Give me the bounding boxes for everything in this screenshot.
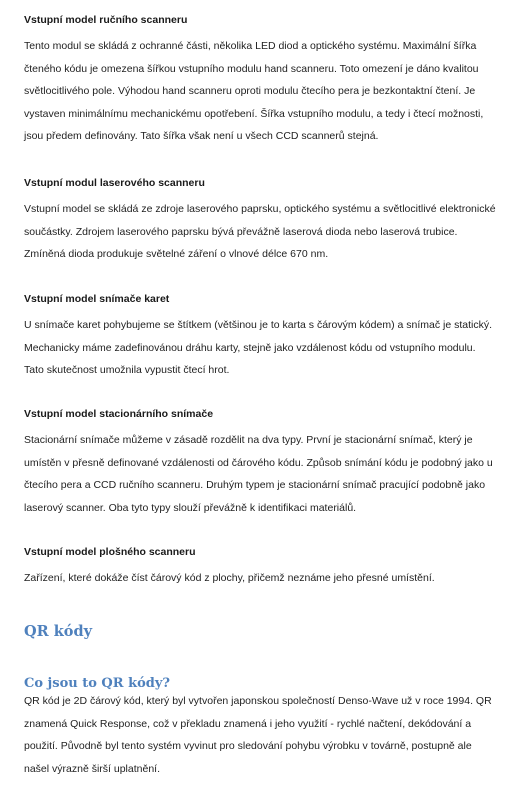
section-paragraph (24, 35, 524, 148)
paragraph-line: U snímače karet pohybujeme se štítkem (většinou je to karta s čárovým kódem) a snímač je statický. (24, 319, 493, 331)
paragraph-line: Tato skutečnost umožnila vypustit čtecí hrot. (24, 364, 230, 376)
qr-subheading: Co jsou to QR kódy? (24, 676, 171, 691)
paragraph-line: Mechanicky máme zadefinovánou dráhu karty, stejně jako vzdálenost kódu od vstupního modulu. (24, 341, 476, 354)
paragraph-line: jsou předem definovány. Tato šířka však není u všech CCD scannerů stejná. (24, 130, 379, 142)
paragraph-line: QR kód je 2D čárový kód, který byl vytvořen japonskou společností Denso-Wave už v roce 1994. QR (24, 695, 492, 707)
section-paragraph (24, 198, 524, 266)
section-heading: Vstupní modul laserového scanneru (24, 177, 205, 189)
paragraph-line: laserový scanner. Oba tyto typy slouží převážně k identifikaci materiálů. (24, 501, 357, 514)
paragraph-line: vystaven minimálnímu mechanickému opotřebení. Šířka vstupního modulu, a tedy i čtecí možnosti, (24, 107, 484, 120)
section-paragraph (24, 314, 524, 382)
paragraph-line: čteného kódu je omezena šířkou vstupního modulu hand scanneru. Toto omezení je dáno kvalitou (24, 62, 479, 75)
section-paragraph (24, 567, 524, 590)
section-heading: Vstupní model snímače karet (24, 293, 170, 305)
paragraph-line: čtecího pera a CCD ručního scanneru. Druhým typem je stacionární snímač pracující podobně jako (24, 479, 486, 491)
qr-paragraph (24, 690, 524, 780)
paragraph-line: Vstupní model se skládá ze zdroje laserového paprsku, optického systému a světlocitlivé elektronické (24, 203, 496, 215)
paragraph-line: Tento modul se skládá z ochranné části, několika LED diod a optického systému. Maximální šířka (24, 40, 477, 52)
qr-heading: QR kódy (24, 623, 93, 640)
paragraph-line: našel výrazně širší uplatnění. (24, 762, 160, 775)
paragraph-line: součástky. Zdrojem laserového paprsku bývá převážně laserová dioda nebo laserová trubice. (24, 225, 458, 238)
paragraph-line: světlocitlivého pole. Výhodou hand scanneru oproti modulu čtecího pera je bezkontaktní čtení. Je (24, 85, 476, 97)
section-heading: Vstupní model plošného scanneru (24, 546, 196, 558)
paragraph-line: Zmíněná dioda produkuje světelné záření o vlnové délce 670 nm. (24, 248, 329, 260)
paragraph-line: umístěn v přesně definované vzdálenosti od čárového kódu. Způsob snímání kódu je podobný jako u (24, 456, 493, 469)
paragraph-line: znamená Quick Response, což v překladu znamená i jeho využití - rychlé načtení, dekódování a (24, 717, 472, 730)
paragraph-line: Zařízení, které dokáže číst čárový kód z plochy, přičemž neznáme jeho přesné umístění. (24, 572, 435, 584)
section-paragraph (24, 429, 524, 519)
section-heading: Vstupní model ručního scanneru (24, 14, 188, 26)
paragraph-line: Stacionární snímače můžeme v zásadě rozdělit na dva typy. První je stacionární snímač, který je (24, 434, 473, 446)
paragraph-line: použití. Původně byl tento systém vyvinut pro sledování pohybu výrobku v továrně, postupně ale (24, 740, 472, 752)
section-heading: Vstupní model stacionárního snímače (24, 408, 214, 420)
